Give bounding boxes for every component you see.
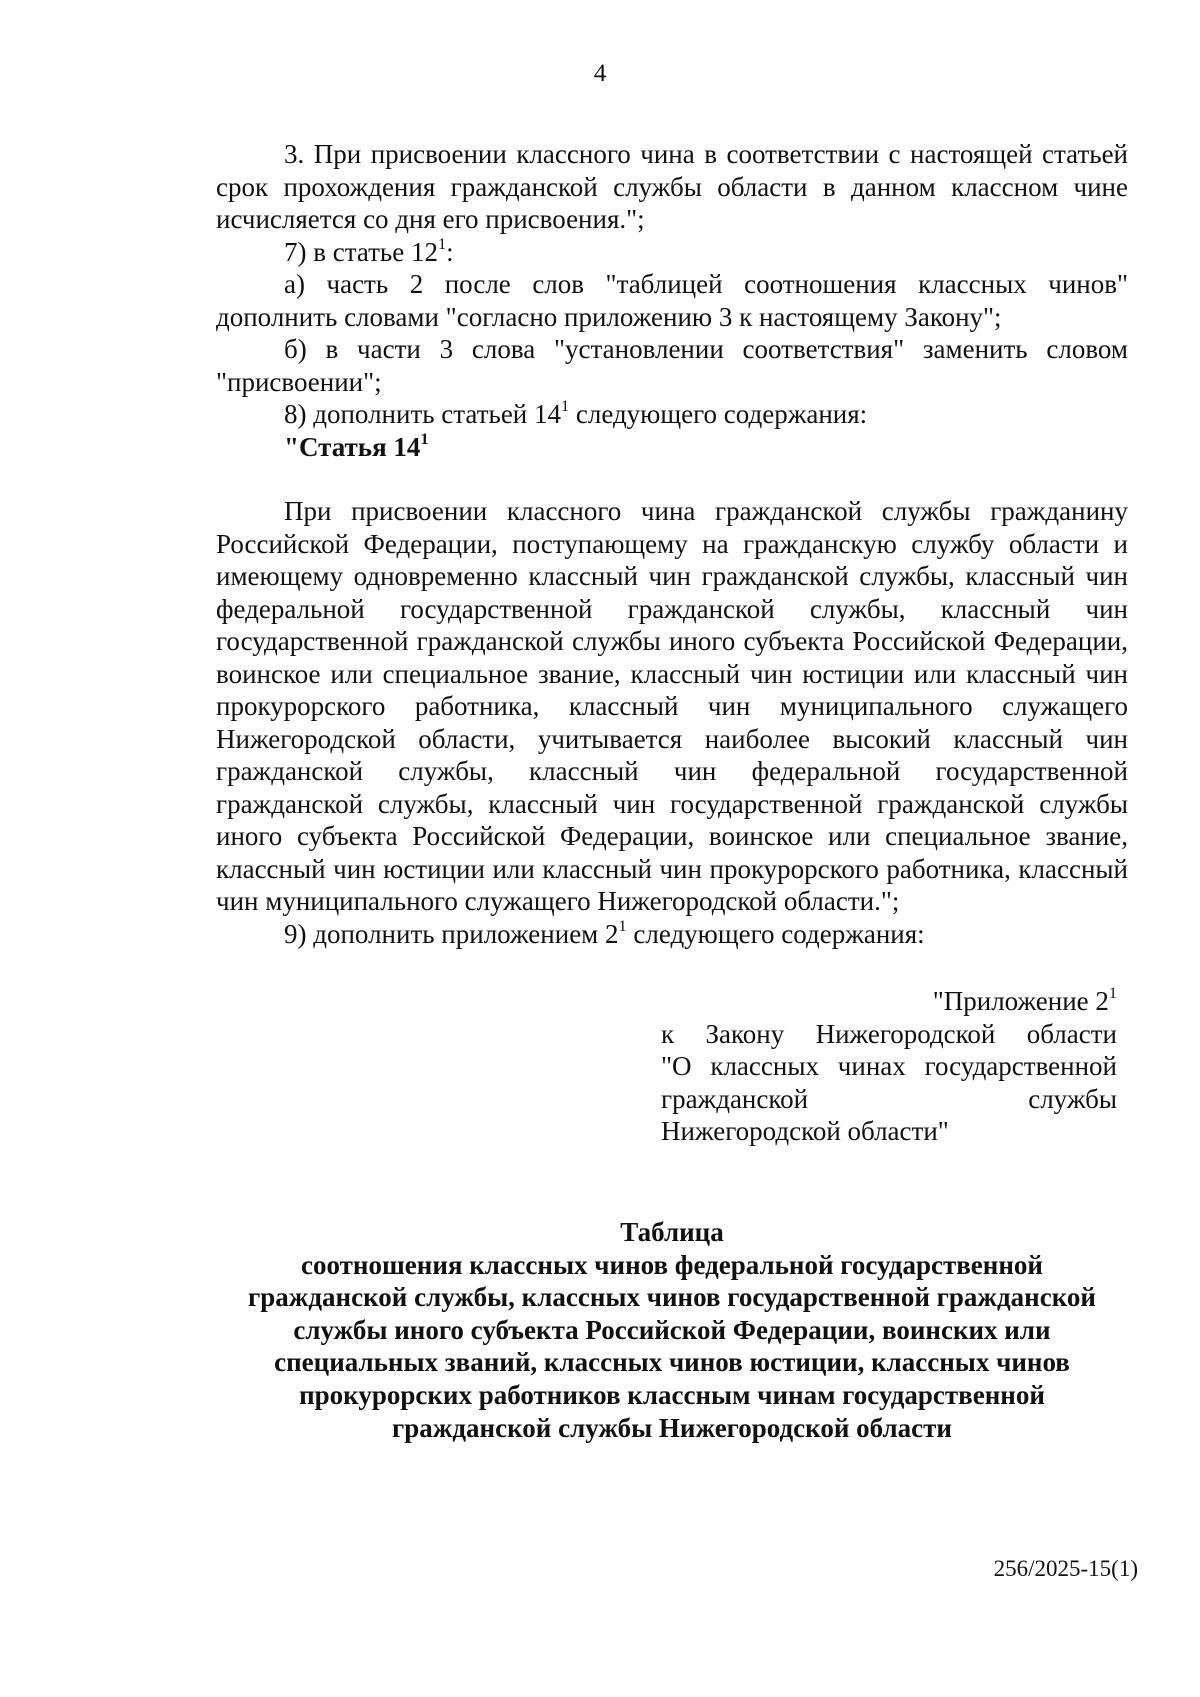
article-heading-text: "Статья 14 (284, 431, 421, 462)
item-9-text: 9) дополнить приложением 2 (284, 918, 619, 949)
appendix-line-4: Нижегородской области" (661, 1116, 949, 1146)
item-7-text: 7) в статье 12 (284, 236, 438, 267)
table-title-line-5: специальных званий, классных чинов юстиции, классных чинов (274, 1347, 1070, 1378)
appendix-line-1: к Закону Нижегородской области (661, 1018, 1117, 1049)
paragraph-part-3: 3. При присвоении классного чина в соответствии с настоящей статьей срок прохождения гражданской службы области в данном классном чине исчисляется со дня его присвоения."; (216, 139, 1128, 234)
document-code: 256/2025-15(1) (993, 1556, 1138, 1581)
table-title-line-6: прокурорских работников классным чинам государственной (299, 1379, 1045, 1410)
table-title-line-2: соотношения классных чинов федеральной государственной (301, 1249, 1043, 1280)
table-title (216, 1216, 1128, 1444)
appendix-title (661, 985, 1117, 1018)
paragraph-item-7 (216, 236, 1128, 269)
appendix-header (661, 985, 1117, 1148)
article-heading-superscript: 1 (420, 429, 429, 448)
paragraph-article-body: При присвоении классного чина гражданской службы гражданину Российской Федерации, поступающему на гражданскую службу области и имеющему одновременно классный чин гражданской службы, классный чин федеральной государственной гражданской службы, классный чин государственной гражданской службы иного субъекта Российской Федерации, воинское или специальное звание, классный чин юстиции или классный чин прокурорского работника, классный чин муниципального служащего Нижегородской области, учитывается наиболее высокий классный чин гражданской службы, классный чин федеральной государственной гражданской службы, классный чин государственной гражданской службы иного субъекта Российской Федерации, воинское или специальное звание, классный чин юстиции или классный чин прокурорского работника, классный чин муниципального служащего Нижегородской области."; (216, 496, 1128, 916)
item-7-superscript: 1 (437, 234, 447, 253)
item-9-tail: следующего содержания: (626, 918, 925, 949)
table-title-line-7: гражданской службы Нижегородской области (392, 1412, 952, 1443)
paragraph-subitem-b: б) в части 3 слова "установлении соответствия" заменить словом "присвоении"; (216, 334, 1128, 397)
paragraph-subitem-a: а) часть 2 после слов "таблицей соотношения классных чинов" дополнить словами "согласно приложению 3 к настоящему Закону"; (216, 269, 1128, 332)
item-7-colon: : (446, 236, 454, 267)
document-body (216, 138, 1128, 950)
item-8-text: 8) дополнить статьей 14 (284, 399, 562, 429)
table-title-line-3: гражданской службы, классных чинов государственной гражданской (248, 1282, 1096, 1313)
appendix-title-text: "Приложение 2 (932, 986, 1109, 1016)
item-9-superscript: 1 (618, 916, 627, 935)
blank-line (216, 463, 1128, 495)
table-title-line-4: службы иного субъекта Российской Федерации, воинских или (293, 1314, 1051, 1345)
item-8-tail: следующего содержания: (569, 399, 868, 429)
paragraph-item-8 (216, 398, 1128, 431)
article-heading (216, 431, 1128, 464)
appendix-line-3: гражданской службы (661, 1083, 1117, 1114)
page-number: 4 (593, 60, 607, 87)
table-title-line-1: Таблица (620, 1217, 724, 1247)
appendix-title-superscript: 1 (1108, 983, 1117, 1002)
paragraph-item-9 (216, 918, 1128, 951)
appendix-line-2: "О классных чинах государственной (661, 1051, 1117, 1081)
item-8-superscript: 1 (561, 396, 570, 415)
